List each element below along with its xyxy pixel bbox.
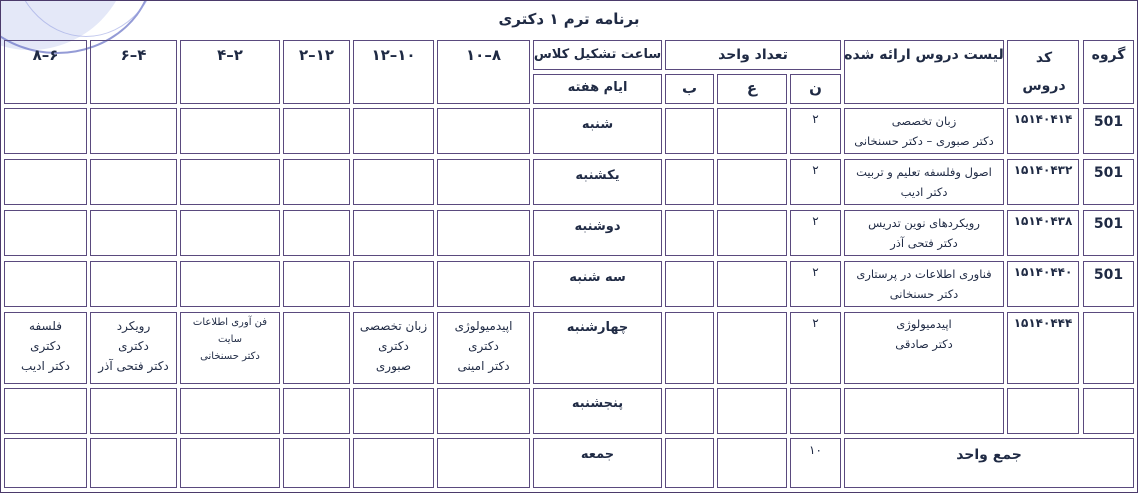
table-cell [353, 438, 434, 488]
table-cell [717, 210, 787, 256]
table-cell [665, 210, 714, 256]
table-cell [283, 388, 350, 434]
row-units-n: ۲ [812, 316, 819, 330]
table-cell [437, 261, 530, 307]
table-cell [665, 438, 714, 488]
table-cell [533, 438, 662, 488]
slot-level: دکتری [118, 339, 149, 353]
row-units-n: ۲ [812, 163, 819, 177]
table-cell [90, 438, 177, 488]
slot-teacher: دکتر امینی [457, 359, 510, 373]
row-code: ۱۵۱۴۰۴۳۸ [1013, 214, 1073, 228]
course-name: زبان تخصصی [891, 114, 957, 128]
table-cell [90, 210, 177, 256]
table-cell [283, 312, 350, 384]
table-cell [1083, 388, 1134, 434]
header-slot: ۴–۶ [120, 46, 147, 64]
row-code: ۱۵۱۴۰۴۳۲ [1013, 163, 1073, 177]
header-unit-b: ب [681, 79, 698, 97]
table-cell [4, 438, 87, 488]
table-cell [180, 108, 280, 154]
table-cell [717, 108, 787, 154]
course-name: فناوری اطلاعات در پرستاری [856, 267, 992, 281]
row-day: دوشنبه [574, 219, 621, 234]
header-courses: لیست دروس ارائه شده [844, 47, 1004, 63]
row-group: 501 [1093, 216, 1124, 232]
course-teacher: دکتر صادقی [895, 337, 953, 351]
table-cell [1007, 388, 1079, 434]
table-cell [844, 438, 1134, 488]
slot-level: دکتری [30, 339, 61, 353]
table-cell [4, 108, 87, 154]
row-code: ۱۵۱۴۰۴۱۴ [1013, 112, 1073, 126]
table-cell [283, 108, 350, 154]
header-weekdays: ایام هفته [567, 80, 628, 95]
slot-course: رویکرد [116, 319, 151, 333]
course-name: اپیدمیولوژی [896, 317, 952, 331]
table-cell [90, 388, 177, 434]
table-cell [533, 388, 662, 434]
header-unit-n: ن [809, 79, 822, 97]
table-cell [1083, 312, 1134, 384]
course-cell [844, 314, 1004, 354]
header-group: گروه [1091, 47, 1126, 63]
table-cell [4, 388, 87, 434]
course-teacher: دکتر حسنخانی [889, 287, 959, 301]
slot-teacher: صبوری [375, 359, 412, 373]
total-units-label: جمع واحد [956, 447, 1022, 463]
row-units-n: ۲ [812, 214, 819, 228]
table-cell [717, 438, 787, 488]
header-unit-a: ع [746, 79, 758, 97]
course-cell [844, 108, 1004, 154]
table-cell [90, 108, 177, 154]
table-cell [665, 312, 714, 384]
table-cell [717, 388, 787, 434]
table-cell [437, 388, 530, 434]
slot-course: فلسفه [29, 319, 62, 333]
table-cell [283, 159, 350, 205]
slot-level: دکتری [468, 339, 499, 353]
table-cell [4, 159, 87, 205]
slot-level: دکتری [378, 339, 409, 353]
table-cell [180, 210, 280, 256]
table-cell [437, 210, 530, 256]
slot-teacher: دکتر ادیب [21, 359, 70, 373]
table-cell [717, 159, 787, 205]
slot-course: فن آوری اطلاعات [192, 317, 268, 328]
course-cell [844, 159, 1004, 205]
header-class-time: ساعت تشکیل کلاس [533, 47, 662, 62]
table-cell [790, 388, 841, 434]
table-cell [90, 261, 177, 307]
table-cell [353, 261, 434, 307]
slot-place: سایت [217, 334, 243, 345]
table-cell [844, 388, 1004, 434]
row-day: شنبه [581, 117, 614, 132]
table-cell [353, 388, 434, 434]
table-cell [180, 261, 280, 307]
header-slot: ۱۰–۱۲ [371, 46, 416, 64]
row-group: 501 [1093, 114, 1124, 130]
table-cell [665, 159, 714, 205]
slot-course: زبان تخصصی [359, 319, 428, 333]
table-cell [180, 438, 280, 488]
table-cell [180, 388, 280, 434]
course-name: رویکردهای نوین تدریس [868, 216, 980, 230]
header-slot: ۱۲–۲ [299, 46, 334, 64]
wednesday-slot-8-10 [437, 316, 530, 382]
table-cell [90, 159, 177, 205]
row-day: چهارشنبه [566, 320, 629, 335]
header-slot: ۲–۴ [217, 46, 243, 64]
row-day: پنجشنبه [571, 396, 624, 411]
course-cell [844, 261, 1004, 307]
slot-course: اپیدمیولوژی [454, 319, 513, 333]
page-title: برنامه ترم ۱ دکتری [498, 10, 640, 28]
slot-teacher: دکتر فتحی آذر [98, 359, 169, 373]
table-cell [437, 108, 530, 154]
table-cell [717, 261, 787, 307]
slot-teacher: دکتر حسنخانی [200, 351, 260, 362]
row-day: سه شنبه [569, 270, 626, 285]
table-cell [4, 261, 87, 307]
row-code: ۱۵۱۴۰۴۴۴ [1013, 316, 1073, 330]
table-cell [717, 312, 787, 384]
course-teacher: دکتر فتحی آذر [890, 236, 958, 250]
table-cell [180, 159, 280, 205]
wednesday-slot-2-4 [180, 314, 280, 374]
course-teacher: دکتر ادیب [900, 185, 948, 199]
row-units-n: ۲ [812, 112, 819, 126]
row-code: ۱۵۱۴۰۴۴۰ [1013, 265, 1073, 279]
wednesday-slot-10-12 [353, 316, 434, 382]
table-cell [437, 438, 530, 488]
table-cell [283, 438, 350, 488]
table-cell [353, 108, 434, 154]
table-cell [437, 159, 530, 205]
row-group: 501 [1093, 165, 1124, 181]
table-cell [665, 388, 714, 434]
total-units-n: ۱۰ [809, 443, 822, 457]
table-cell [665, 261, 714, 307]
table-cell [353, 159, 434, 205]
course-name: اصول وفلسفه تعلیم و تربیت [856, 165, 992, 179]
table-cell [353, 210, 434, 256]
wednesday-slot-6-8 [4, 316, 87, 382]
course-cell [844, 210, 1004, 256]
header-slot: ۶–۸ [32, 46, 59, 64]
course-teacher: دکتر صبوری – دکتر حسنخانی [854, 134, 994, 148]
table-cell [4, 210, 87, 256]
header-units: تعداد واحد [718, 47, 788, 63]
row-day: جمعه [580, 447, 615, 462]
row-day: یکشنبه [575, 168, 620, 183]
table-cell [283, 261, 350, 307]
wednesday-slot-4-6 [90, 316, 177, 382]
header-code: کد دروس [1022, 50, 1066, 94]
header-slot: ۸–۱۰ [466, 46, 501, 64]
table-cell [665, 108, 714, 154]
row-group: 501 [1093, 267, 1124, 283]
table-cell [283, 210, 350, 256]
row-units-n: ۲ [812, 265, 819, 279]
